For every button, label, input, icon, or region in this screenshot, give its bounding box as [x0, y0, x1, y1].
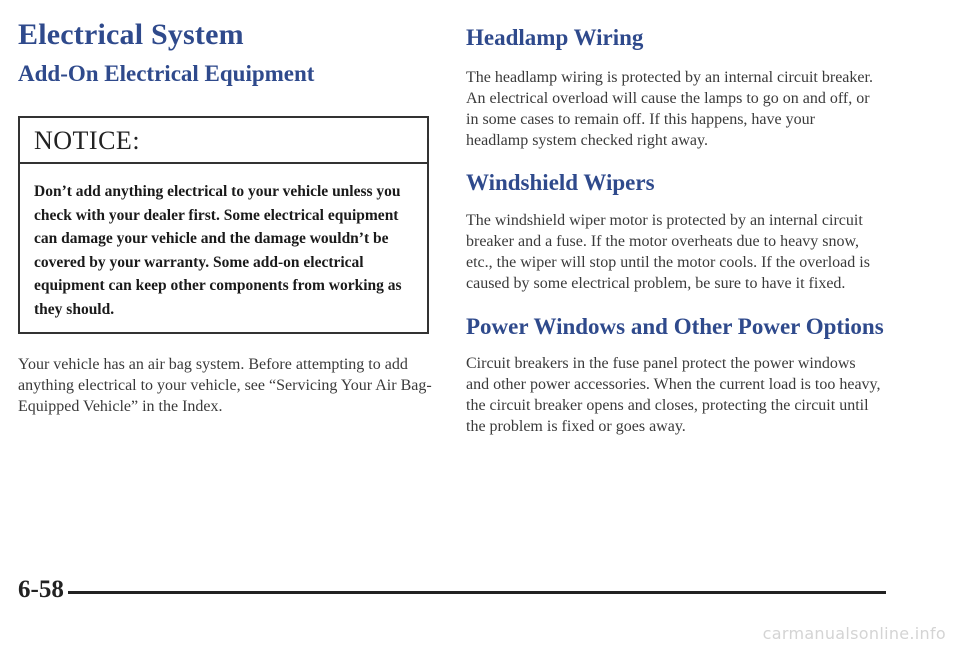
power-windows-title: Power Windows and Other Power Options [466, 314, 884, 339]
windshield-wipers-body: The windshield wiper motor is protected by an internal circuit breaker and a fuse. If the motor overheats due to heavy snow, etc., the wiper will stop until the motor cools. If the overload is caused by some electrical problem, be sure to have it fixed. [466, 212, 870, 292]
watermark-link[interactable]: carmanualsonline.info [762, 624, 946, 643]
footer-rule [68, 591, 886, 594]
section-title: Electrical System [18, 18, 244, 51]
notice-body: Don’t add anything electrical to your vehicle unless you check with your dealer first. Some electrical equipment can damage your vehicle and the damage wouldn’t be covered by your warranty. Some add-on electrical equipment can keep other components from working as they should. [34, 183, 402, 318]
power-windows-body: Circuit breakers in the fuse panel protect the power windows and other power accessories. When the current load is too heavy, the circuit breaker opens and closes, protecting the circuit until the problem is fixed or goes away. [466, 355, 881, 435]
air-bag-paragraph: Your vehicle has an air bag system. Before attempting to add anything electrical to your vehicle, see “Servicing Your Air Bag-Equipped Vehicle” in the Index. [18, 356, 432, 415]
notice-title: NOTICE: [20, 118, 427, 164]
subsection-title: Add-On Electrical Equipment [18, 61, 315, 86]
page-number: 6-58 [18, 576, 64, 603]
headlamp-wiring-title: Headlamp Wiring [466, 25, 644, 50]
headlamp-wiring-body: The headlamp wiring is protected by an internal circuit breaker. An electrical overload will cause the lamps to go on and off, or in some cases to remain off. If this happens, have your headlamp system checked right away. [466, 69, 873, 149]
windshield-wipers-title: Windshield Wipers [466, 170, 655, 195]
notice-box [18, 116, 429, 334]
